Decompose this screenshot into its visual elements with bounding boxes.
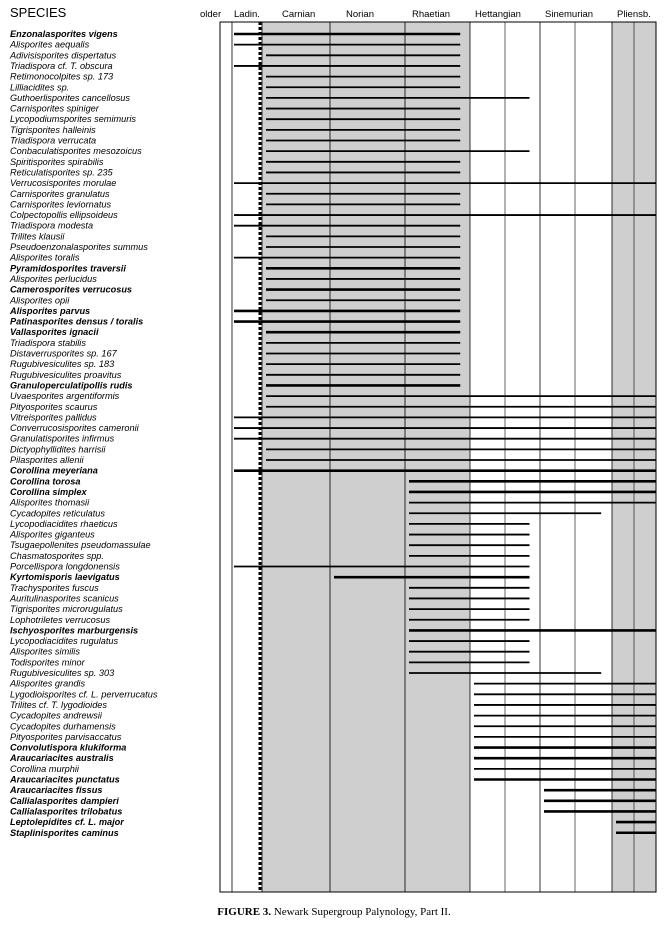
- species-labels: [9, 29, 158, 838]
- species-label: Pityosporites parvisaccatus: [10, 731, 122, 742]
- species-label: Dictyophyllidites harrisii: [10, 444, 106, 455]
- stage-shade-3: [330, 22, 405, 892]
- species-label: Cycadopites andrewsii: [10, 710, 102, 721]
- species-header: SPECIES: [10, 5, 67, 20]
- species-label: Triadispora stabilis: [10, 337, 86, 348]
- species-label: Spiritisporites spirabilis: [10, 156, 104, 167]
- species-label: Alisporites thomasii: [10, 497, 90, 508]
- species-label: Callialasporites trilobatus: [10, 806, 123, 817]
- species-label: Corollina meyeriana: [10, 465, 98, 476]
- species-label: Retimonocolpites sp. 173: [10, 71, 114, 82]
- species-label: Carnisporites spiniger: [10, 103, 99, 114]
- species-label: Kyrtomisporis laevigatus: [10, 572, 120, 583]
- species-label: Camerosporites verrucosus: [10, 284, 133, 295]
- species-label: Reticulatisporites sp. 235: [10, 167, 113, 178]
- species-label: Lygodioisporites cf. L. perverrucatus: [10, 689, 158, 700]
- species-label: Callialasporites dampieri: [10, 795, 119, 806]
- species-label: Staplinisporites caminus: [10, 827, 119, 838]
- species-label: Granulatisporites infirmus: [10, 433, 115, 444]
- species-label: Alisporites grandis: [10, 678, 86, 689]
- species-label: Trachysporites fuscus: [10, 582, 99, 593]
- species-label: Trilites cf. T. lygodioides: [10, 699, 108, 710]
- species-label: Pityosporites scaurus: [10, 401, 98, 412]
- species-label: Porcellispora longdonensis: [10, 561, 120, 572]
- species-label: Alisporites giganteus: [10, 529, 95, 540]
- species-label: Verrucosisporites morulae: [10, 178, 117, 189]
- stage-header-2: Carnian: [282, 9, 316, 20]
- species-label: Triadispora verrucata: [10, 135, 97, 146]
- species-label: Auritulinasporites scanicus: [10, 593, 119, 604]
- species-label: Carnisporites leviornatus: [10, 199, 112, 210]
- species-label: Lycopodiacidites rugulatus: [10, 636, 119, 647]
- figure-label: FIGURE 3.: [217, 906, 272, 918]
- species-label: Vallasporites ignacii: [10, 327, 99, 338]
- species-label: Corollina torosa: [10, 476, 81, 487]
- species-label: Convolutispora klukiforma: [10, 742, 127, 753]
- species-label: Alisporites toralis: [10, 252, 80, 263]
- species-label: Tsugaepollenites pseudomassulae: [10, 540, 151, 551]
- species-label: Cycadopites reticulatus: [10, 508, 105, 519]
- stage-shading: [262, 22, 656, 892]
- species-label: Patinasporites densus / toralis: [10, 316, 144, 327]
- species-label: Tigrisporites microrugulatus: [10, 604, 123, 615]
- stage-header-7: Pliensb.: [617, 9, 651, 20]
- species-label: Chasmatosporites spp.: [10, 550, 104, 561]
- species-label: Rugubivesiculites proavitus: [10, 369, 122, 380]
- species-label: Uvaesporites argentiformis: [10, 391, 120, 402]
- species-label: Tigrisporites halleinis: [10, 124, 96, 135]
- species-label: Enzonalasporites vigens: [10, 29, 118, 39]
- species-label: Alisporites aequalis: [10, 39, 90, 50]
- species-label: Araucariacites australis: [10, 753, 114, 764]
- stage-header-5: Hettangian: [475, 9, 521, 20]
- species-label: Lophotriletes verrucosus: [10, 614, 111, 625]
- species-label: Todisporites minor: [10, 657, 85, 668]
- stage-header-0: older: [200, 9, 222, 20]
- species-label: Corollina murphii: [10, 763, 79, 774]
- figure-caption: [0, 906, 668, 918]
- stage-shade-4: [405, 22, 470, 892]
- species-label: Leptolepidites cf. L. major: [10, 817, 124, 828]
- species-label: Rugubivesiculites sp. 183: [10, 359, 115, 370]
- species-label: Pyramidosporites traversii: [10, 263, 126, 274]
- species-label: Converrucosisporites cameronii: [10, 423, 139, 434]
- species-label: Lycopodiumsporites semimuris: [10, 114, 136, 125]
- species-label: Vitreisporites pallidus: [10, 412, 97, 423]
- species-label: Alisporites perlucidus: [10, 273, 97, 284]
- stage-header-3: Norian: [346, 9, 374, 20]
- stage-header-4: Rhaetian: [412, 9, 451, 20]
- stage-shade-2: [262, 22, 330, 892]
- species-label: Conbaculatisporites mesozoicus: [10, 146, 142, 157]
- species-label: Corollina simplex: [10, 486, 87, 497]
- species-label: Colpectopollis ellipsoideus: [10, 210, 118, 221]
- species-label: Distaverrusporites sp. 167: [10, 348, 117, 359]
- stage-headers: [10, 5, 651, 20]
- stage-header-6: Sinemurian: [545, 9, 594, 20]
- species-label: Araucariacites punctatus: [10, 774, 120, 785]
- species-label: Alisporites opii: [10, 295, 70, 306]
- species-label: Pseudoenzonalasporites summus: [10, 242, 148, 252]
- species-label: Granuloperculatipollis rudis: [10, 380, 133, 391]
- species-label: Lycopodiacidites rhaeticus: [10, 518, 118, 529]
- species-label: Carnisporites granulatus: [10, 188, 110, 199]
- stage-header-1: Ladin.: [234, 9, 260, 20]
- species-label: Adivisisporites dispertatus: [10, 50, 117, 61]
- species-label: Lilliacidites sp.: [10, 82, 70, 93]
- species-label: Triadispora cf. T. obscura: [10, 60, 113, 71]
- species-label: Rugubivesiculites sp. 303: [10, 668, 115, 678]
- species-label: Trilites klausii: [10, 231, 65, 242]
- species-label: Alisporites similis: [10, 646, 80, 657]
- figure-caption-text: Newark Supergroup Palynology, Part II.: [273, 906, 451, 918]
- species-label: Pilasporites allenii: [10, 455, 84, 465]
- species-label: Guthoerlisporites cancellosus: [10, 92, 131, 103]
- species-label: Triadispora modesta: [10, 220, 94, 231]
- species-label: Cycadopites durhamensis: [10, 721, 116, 732]
- species-label: Ischyosporites marburgensis: [10, 625, 139, 636]
- species-label: Araucariacites fissus: [10, 785, 103, 796]
- species-label: Alisporites parvus: [10, 305, 91, 316]
